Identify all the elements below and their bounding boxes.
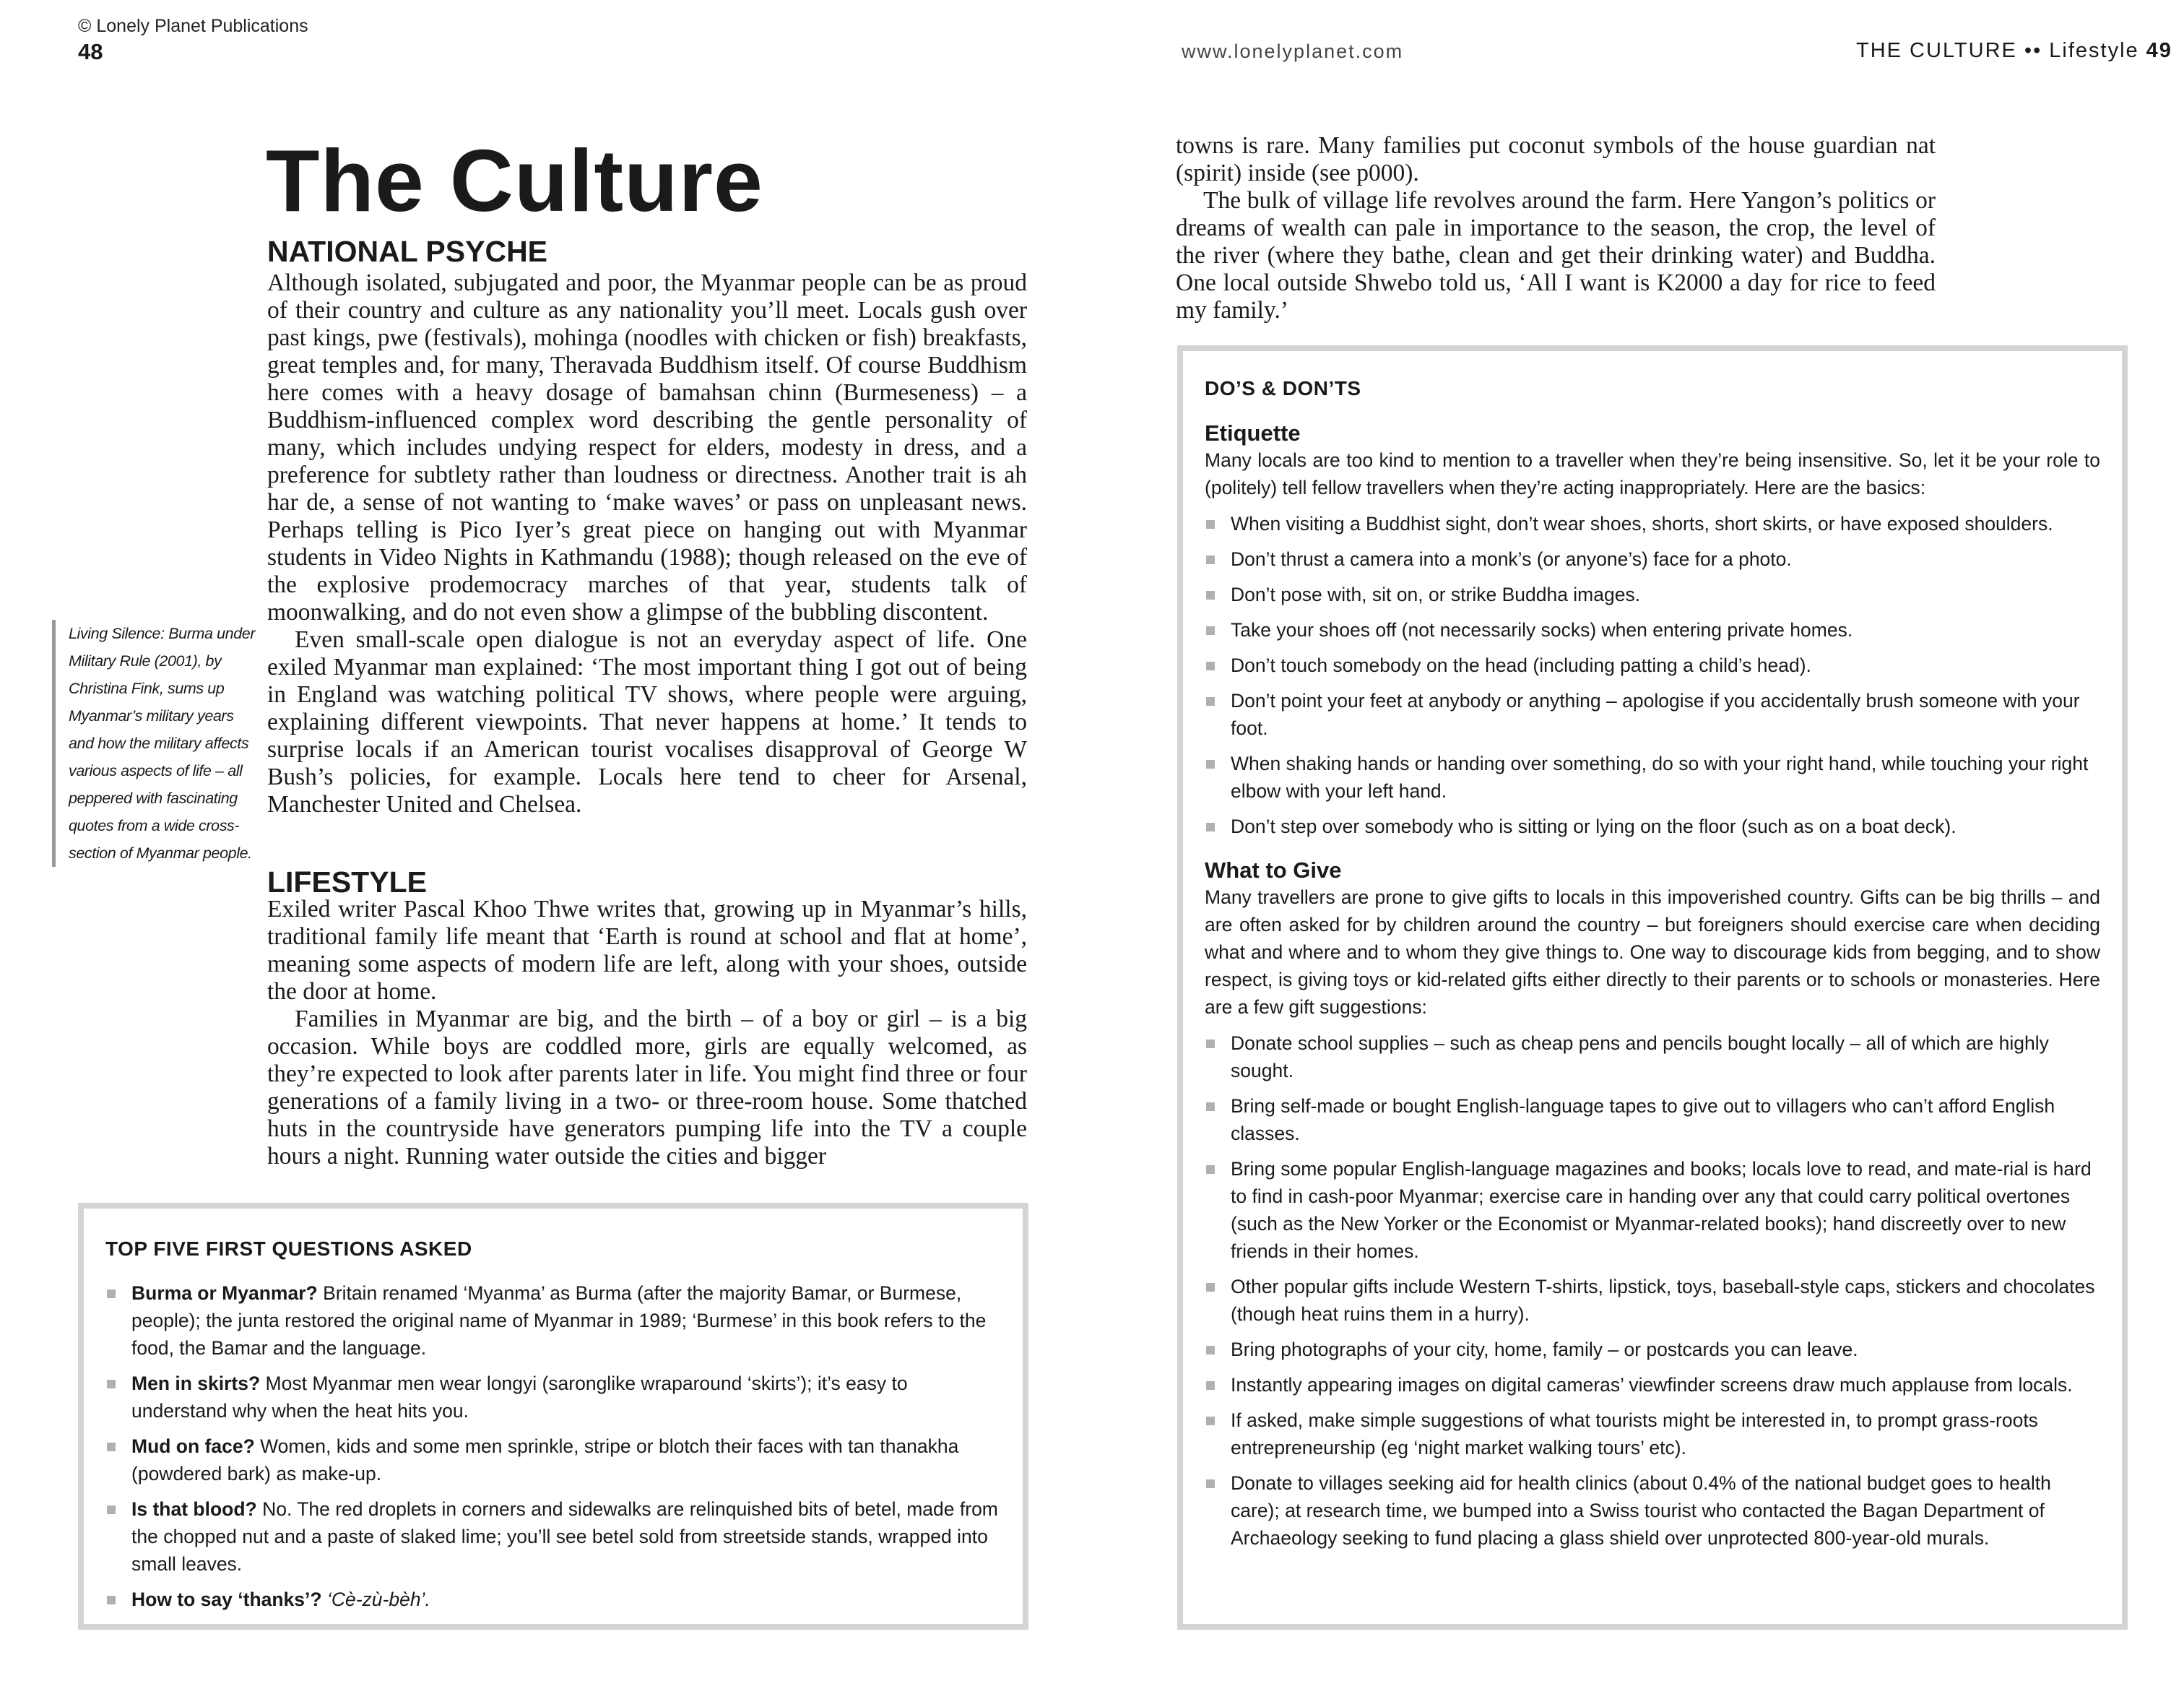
paragraph: Exiled writer Pascal Khoo Thwe writes that, growing up in Myanmar’s hills, traditional family life meant that ‘Earth is round at school and flat at home’, meaning some aspects of modern life are left, along with your shoes, outside the door at home. [267, 896, 1027, 1005]
bullet-square-icon [1206, 697, 1215, 706]
bullet-square-icon [1206, 591, 1215, 600]
etiquette-list [1205, 510, 2100, 840]
list-item-text: Donate school supplies – such as cheap pens and pencils bought locally – all of which are highly sought. [1231, 1032, 2049, 1081]
dos-box-heading: DO’S & DON’TS [1205, 377, 1361, 399]
answer-text: Britain renamed ‘Myanma’ as Burma (after the majority Bamar, or Burmese, people); the junta restored the original name of Myanmar in 1989; ‘Burmese’ in this book refers to the food, the Bamar and the language. [131, 1282, 987, 1359]
paragraph: Families in Myanmar are big, and the birth – of a boy or girl – is a big occasion. While boys are coddled more, girls are equally welcomed, as they’re expected to look after parents later in life. You might find three or four generations of a family living in a two- or three-room house. Some thatched huts in the countryside have generators pumping life into the TV a couple hours a night. Running water outside the cities and bigger [267, 1006, 1027, 1170]
national-psyche-body [267, 269, 1027, 818]
bullet-square-icon [1206, 662, 1215, 670]
list-item [1205, 616, 2100, 644]
list-item [105, 1279, 1001, 1362]
etiquette-subheading: Etiquette [1205, 420, 1301, 446]
list-item [1205, 581, 2100, 608]
bullet-square-icon [1206, 1479, 1215, 1488]
list-item [105, 1495, 1001, 1578]
publisher-credit: © Lonely Planet Publications [78, 16, 308, 36]
bullet-square-icon [1206, 760, 1215, 769]
bullet-square-icon [1206, 556, 1215, 564]
question-label: How to say ‘thanks’? [131, 1589, 322, 1610]
list-item-text: Bring self-made or bought English-language tapes to give out to villagers who can’t afford English classes. [1231, 1095, 2055, 1144]
list-item [105, 1432, 1001, 1487]
question-label: Mud on face? [131, 1435, 255, 1457]
website-url[interactable]: www.lonelyplanet.com [1182, 40, 1404, 62]
gift-suggestions-list [1205, 1029, 2100, 1552]
top-five-questions-box [78, 1203, 1028, 1630]
list-item [1205, 1371, 2100, 1399]
bullet-square-icon [1206, 823, 1215, 831]
list-item-text: Instantly appearing images on digital cameras’ viewfinder screens draw much applause from locals. [1231, 1374, 2073, 1396]
list-item [1205, 545, 2100, 573]
list-item [1205, 652, 2100, 679]
list-item [1205, 1092, 2100, 1147]
dos-and-donts-box [1177, 345, 2128, 1630]
list-item-text: When shaking hands or handing over something, do so with your right hand, while touching your right elbow with your left hand. [1231, 753, 2089, 802]
bullet-square-icon [1206, 626, 1215, 635]
question-label: Burma or Myanmar? [131, 1282, 318, 1304]
list-item-text: Don’t step over somebody who is sitting or lying on the floor (such as on a boat deck). [1231, 816, 1956, 837]
bullet-square-icon [1206, 1283, 1215, 1292]
list-item [1205, 510, 2100, 537]
list-item-text: Don’t thrust a camera into a monk’s (or anyone’s) face for a photo. [1231, 548, 1792, 570]
bullet-square-icon [1206, 1346, 1215, 1354]
question-label: Is that blood? [131, 1498, 257, 1520]
list-item-text: Bring some popular English-language magazines and books; locals love to read, and mate-rial is hard to find in cash-poor Myanmar; exercise care in handing over any that could carry political overtones (such as the New Yorker or the Economist or Myanmar-related books); hand discreetly over to new friends in their homes. [1231, 1158, 2092, 1262]
list-item [105, 1370, 1001, 1425]
list-item-text: Don’t touch somebody on the head (including patting a child’s head). [1231, 654, 1811, 676]
bullet-square-icon [107, 1505, 116, 1514]
bullet-square-icon [1206, 1040, 1215, 1048]
list-item [1205, 750, 2100, 805]
list-item-text: Don’t point your feet at anybody or anything – apologise if you accidentally brush someone with your foot. [1231, 690, 2080, 739]
what-to-give-subheading: What to Give [1205, 857, 1342, 883]
list-item-text: When visiting a Buddhist sight, don’t wear shoes, shorts, short skirts, or have exposed shoulders. [1231, 513, 2053, 535]
what-to-give-intro: Many travellers are prone to give gifts to locals in this impoverished country. Gifts can be big thrills – and are often asked for by children around the country – but foreigners should exercise care when deciding what and where and to whom they give things to. One way to discourage kids from begging, and to show respect, is giving toys or kid-related gifts either directly to their parents or to schools or monasteries. Here are a few gift suggestions: [1205, 886, 2100, 1018]
bullet-square-icon [107, 1380, 116, 1388]
questions-box-heading: TOP FIVE FIRST QUESTIONS ASKED [105, 1237, 472, 1260]
bullet-square-icon [107, 1289, 116, 1298]
list-item [1205, 1406, 2100, 1461]
bullet-square-icon [107, 1443, 116, 1451]
list-item-text: If asked, make simple suggestions of what tourists might be interested in, to prompt grass-roots entrepreneurship (eg ‘night market walking tours’ etc). [1231, 1409, 2038, 1459]
list-item [1205, 1469, 2100, 1552]
paragraph: Even small-scale open dialogue is not an everyday aspect of life. One exiled Myanmar man explained: ‘The most important thing I got out of being in England was watching political TV shows, where people were arguing, explaining different viewpoints. That never happens at home.’ It tends to surprise locals if an American tourist vocalises disapproval of George W Bush’s policies, for example. Locals here tend to cheer for Arsenal, Manchester United and Chelsea. [267, 626, 1027, 818]
bullet-square-icon [1206, 520, 1215, 529]
section-heading-lifestyle: LIFESTYLE [267, 865, 427, 899]
paragraph: Although isolated, subjugated and poor, the Myanmar people can be as proud of their country and culture as any nationality you’ll meet. Locals gush over past kings, pwe (festivals), mohinga (noodles with chicken or fish) breakfasts, great temples and, for many, Theravada Buddhism itself. Of course Buddhism here comes with a heavy dosage of bamahsan chinn (Burmeseness) – a Buddhism-influenced complex word describing the gentle personality of many, which includes undying respect for elders, modesty in dress, and a preference for subtlety rather than loudness or directness. Another trait is ah har de, a sense of not wanting to ‘make waves’ or pass on unpleasant news. Perhaps telling is Pico Iyer’s great piece on hanging out with Myanmar students in Video Nights in Kathmandu (1988); though released on the eve of the explosive prodemocracy marches of that year, students talk of moonwalking, and do not even show a glimpse of the bubbling discontent. [267, 269, 1027, 626]
bullet-square-icon [1206, 1165, 1215, 1174]
list-item-text: Don’t pose with, sit on, or strike Buddha images. [1231, 584, 1641, 605]
list-item [1205, 1273, 2100, 1328]
lifestyle-body [267, 896, 1027, 1170]
questions-list [105, 1279, 1001, 1613]
running-head-label: THE CULTURE •• Lifestyle [1856, 39, 2139, 62]
answer-text: Most Myanmar men wear longyi (saronglike wraparound ‘skirts’); it’s easy to understand why when the heat hits you. [131, 1373, 908, 1422]
running-head [1856, 39, 2172, 63]
answer-text: ‘Cè-zù-bèh’. [321, 1589, 430, 1610]
list-item [1205, 813, 2100, 840]
chapter-title: The Culture [266, 131, 763, 230]
list-item-text: Donate to villages seeking aid for health clinics (about 0.4% of the national budget goes to health care); at research time, we bumped into a Swiss tourist who contacted the Bagan Department of Archaeology seeking to fund placing a glass shield over unprotected 800-year-old murals. [1231, 1472, 2051, 1549]
section-heading-national-psyche: NATIONAL PSYCHE [267, 235, 548, 268]
list-item-text: Other popular gifts include Western T-shirts, lipstick, toys, baseball-style caps, stickers and chocolates (though heat ruins them in a hurry). [1231, 1276, 2095, 1325]
list-item-text: Bring photographs of your city, home, family – or postcards you can leave. [1231, 1339, 1858, 1360]
list-item [105, 1586, 1001, 1613]
lifestyle-continued-body [1176, 132, 1936, 324]
list-item [1205, 687, 2100, 742]
bullet-square-icon [1206, 1102, 1215, 1111]
bullet-square-icon [1206, 1417, 1215, 1425]
bullet-square-icon [1206, 1381, 1215, 1390]
sidebar-note-text: Living Silence: Burma under Military Rule (2001), by Christina Fink, sums up Myanmar’s military years and how the military affects various aspects of life – all peppered with fascinating quotes from a wide cross-section of Myanmar people. [69, 625, 256, 862]
answer-text: Women, kids and some men sprinkle, stripe or blotch their faces with tan thanakha (powdered bark) as make-up. [131, 1435, 959, 1485]
list-item [1205, 1336, 2100, 1363]
bullet-square-icon [107, 1596, 116, 1604]
list-item [1205, 1155, 2100, 1265]
sidebar-book-note [52, 620, 261, 867]
right-page-number: 49 [2146, 39, 2172, 62]
etiquette-intro: Many locals are too kind to mention to a traveller when they’re being insensitive. So, let it be your role to (politely) tell fellow travellers when they’re acting inappropriately. Here are the basics: [1205, 449, 2100, 498]
answer-text: No. The red droplets in corners and sidewalks are relinquished bits of betel, made from the chopped nut and a paste of slaked lime; you’ll see betel sold from streetside stands, wrapped into small leaves. [131, 1498, 998, 1575]
left-page-number: 48 [78, 39, 103, 64]
list-item-text: Take your shoes off (not necessarily socks) when entering private homes. [1231, 619, 1853, 641]
paragraph: The bulk of village life revolves around the farm. Here Yangon’s politics or dreams of wealth can pale in importance to the season, the crop, the level of the river (where they bathe, clean and get their drinking water) and Buddha. One local outside Shwebo told us, ‘All I want is K2000 a day for rice to feed my family.’ [1176, 187, 1936, 324]
list-item [1205, 1029, 2100, 1084]
paragraph: towns is rare. Many families put coconut symbols of the house guardian nat (spirit) inside (see p000). [1176, 132, 1936, 186]
question-label: Men in skirts? [131, 1373, 261, 1394]
